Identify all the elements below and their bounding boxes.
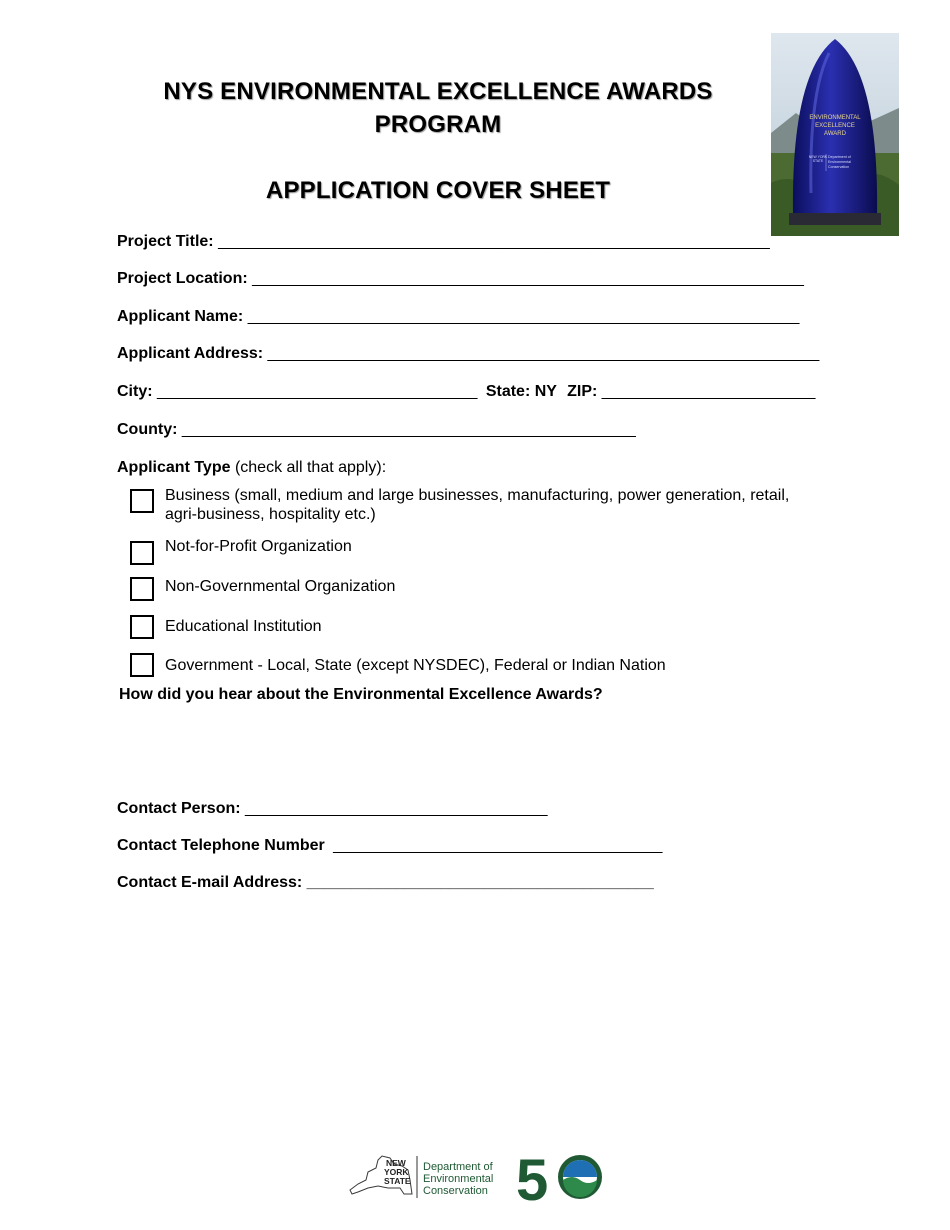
project-title-field[interactable] — [117, 233, 770, 251]
applicant-name-label: Applicant Name: — [117, 308, 244, 325]
contact-email-field[interactable] — [117, 874, 654, 892]
project-location-field[interactable] — [117, 270, 804, 288]
title-line-1: NYS ENVIRONMENTAL EXCELLENCE AWARDS — [163, 78, 713, 105]
zip-line[interactable]: ________________________ — [601, 383, 816, 400]
county-label: County: — [117, 421, 178, 438]
award-photo — [771, 33, 899, 236]
contact-person-field[interactable] — [117, 800, 548, 818]
footer-state-1: NEW — [386, 1158, 406, 1168]
option-not-for-profit-label: Not-for-Profit Organization — [165, 538, 352, 555]
award-text-3: AWARD — [824, 131, 846, 137]
option-non-governmental-label: Non-Governmental Organization — [165, 578, 396, 595]
city-line[interactable]: ____________________________________ — [157, 383, 478, 400]
project-title-line[interactable]: ______________________________________________________________ — [218, 233, 770, 250]
footer-state-2: YORK — [384, 1167, 409, 1177]
applicant-name-field[interactable] — [117, 308, 799, 326]
award-org-1: Department of — [828, 155, 851, 159]
applicant-address-label: Applicant Address: — [117, 345, 264, 362]
option-business-label: Business (small, medium and large businesses, manufacturing, power generation, retail, agri-business, hospitality etc.) — [165, 487, 790, 523]
award-org-3: Conservation — [828, 165, 850, 169]
contact-phone-line[interactable]: _____________________________________ — [333, 837, 663, 854]
footer-dept-1: Department of — [423, 1161, 493, 1173]
contact-email-line[interactable]: _______________________________________ — [306, 874, 654, 891]
city-state-zip-row — [117, 383, 815, 401]
project-title-label: Project Title: — [117, 233, 214, 250]
footer-anniversary-digit: 5 — [516, 1150, 549, 1204]
contact-person-line[interactable]: __________________________________ — [245, 800, 548, 817]
county-line[interactable]: ___________________________________________________ — [181, 421, 636, 438]
option-educational-label: Educational Institution — [165, 618, 322, 635]
checkbox-government[interactable] — [130, 653, 154, 677]
zip-label: ZIP: — [567, 383, 598, 400]
applicant-address-field[interactable] — [117, 345, 819, 363]
state-label: State: NY — [485, 383, 557, 400]
award-text-2: EXCELLENCE — [815, 123, 855, 129]
project-location-label: Project Location: — [117, 270, 248, 287]
contact-phone-field[interactable] — [117, 837, 662, 855]
checkbox-business[interactable] — [130, 489, 154, 513]
how-did-you-hear-question: How did you hear about the Environmental Excellence Awards? — [119, 686, 603, 703]
award-state-1: NEW YORK — [808, 155, 828, 159]
contact-person-label: Contact Person: — [117, 800, 241, 817]
applicant-type-hint: (check all that apply): — [234, 459, 387, 476]
checkbox-non-governmental[interactable] — [130, 577, 154, 601]
option-government-label: Government - Local, State (except NYSDEC), Federal or Indian Nation — [165, 657, 666, 674]
checkbox-not-for-profit[interactable] — [130, 541, 154, 565]
footer-state-3: STATE — [384, 1176, 411, 1186]
applicant-type-heading — [117, 459, 386, 477]
applicant-name-line[interactable]: ______________________________________________________________ — [247, 308, 800, 325]
city-label: City: — [117, 383, 153, 400]
nysdec-50-logo — [348, 1150, 604, 1204]
award-org-2: Environmental — [828, 160, 851, 164]
footer-dept-3: Conservation — [423, 1185, 488, 1197]
contact-phone-label: Contact Telephone Number — [117, 837, 325, 854]
applicant-address-line[interactable]: ______________________________________________________________ — [267, 345, 820, 362]
checkbox-educational[interactable] — [130, 615, 154, 639]
footer-dept-2: Environmental — [423, 1173, 494, 1185]
project-location-line[interactable]: ______________________________________________________________ — [252, 270, 804, 287]
award-text-1: ENVIRONMENTAL — [809, 115, 861, 121]
title-line-2: PROGRAM — [374, 111, 502, 138]
county-field[interactable] — [117, 421, 636, 439]
applicant-type-label: Applicant Type — [117, 459, 231, 476]
contact-email-label: Contact E-mail Address: — [117, 874, 303, 891]
page-subtitle: APPLICATION COVER SHEET — [265, 177, 611, 204]
award-state-2: STATE — [812, 159, 824, 163]
